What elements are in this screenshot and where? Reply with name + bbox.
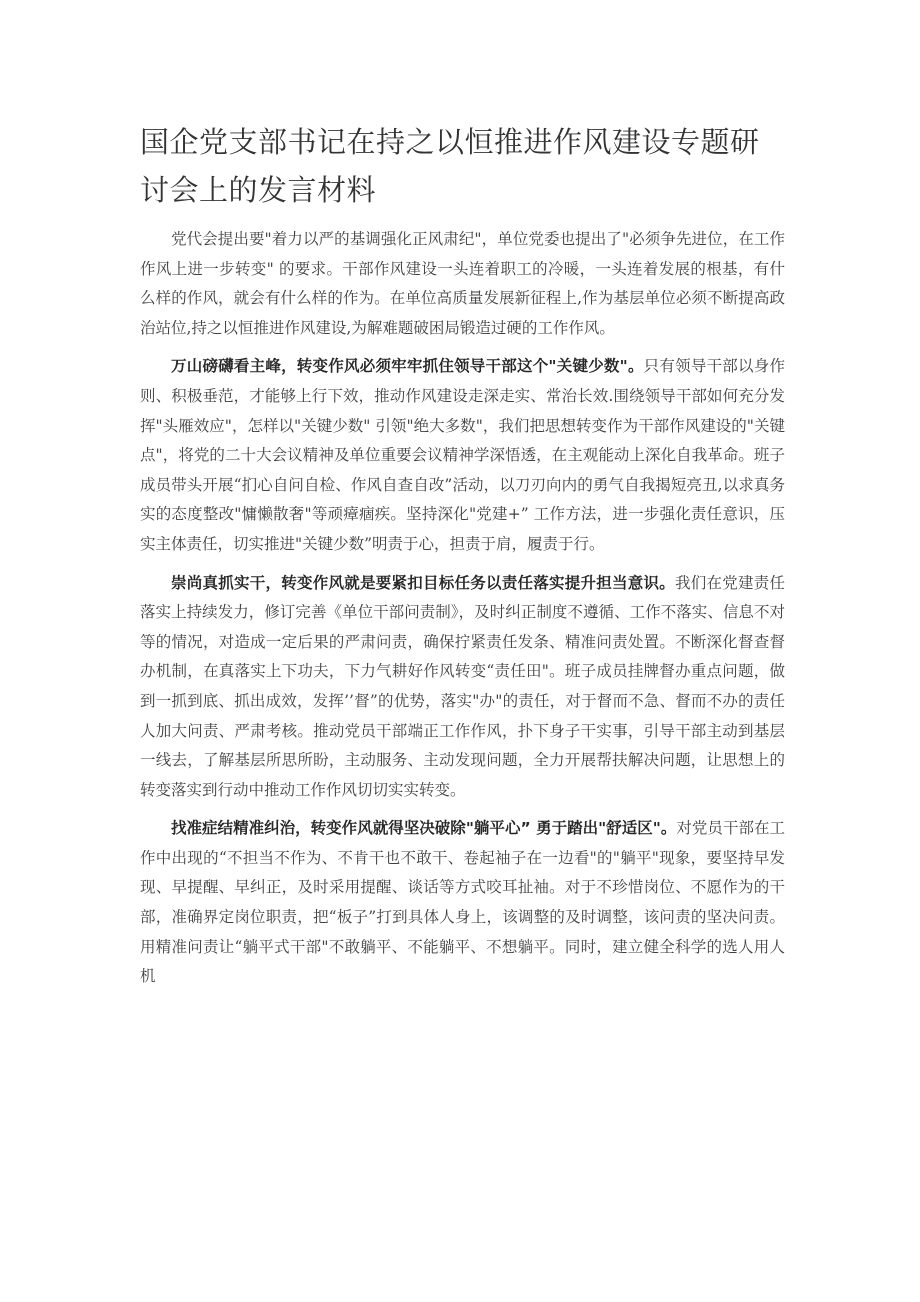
section-heading: 找准症结精准纠治，转变作风就得坚决破除"躺平心” 勇于踏出"舒适区"。 bbox=[171, 819, 677, 838]
paragraph-section-3 bbox=[140, 814, 785, 992]
paragraph-text: 对党员干部在工作中出现的“不担当不作为、不肯干也不敢干、卷起袖子在一边看"的"躺平"现象，要坚持早发现、早提醒、早纠正，及时采用提醒、谈话等方式咬耳扯袖。对于不珍惜岗位、不愿作为的干部，准确界定岗位职责，把“板子”打到具体人身上，该调整的及时调整，该问责的坚决问责。用精准问责让“躺平式干部"不敢躺平、不能躺平、不想躺平。同时，建立健全科学的选人用人机 bbox=[140, 819, 785, 986]
paragraph-section-2 bbox=[140, 569, 785, 806]
document-title: 国企党支部书记在持之以恒推进作风建设专题研讨会上的发言材料 bbox=[140, 125, 760, 207]
section-heading: 万山磅礴看主峰，转变作风必须牢牢抓住领导干部这个"关键少数"。 bbox=[171, 357, 644, 376]
paragraph-text: 只有领导干部以身作则、积极垂范，才能够上行下效，推动作风建设走深走实、常治长效.围绕领导干部如何充分发挥"头雁效应"，怎样以"关键少数" 引领"绝大多数"，我们把思想转变作为干部作风建设的"关键点"，将党的二十大会议精神及单位重要会议精神学深悟透，在主观能动上深化自我革命。班子成员带头开展“扪心自问自检、作风自查自改”活动，以刀刃向内的勇气自我揭短亮丑,以求真务实的态度整改"慵懒散奢"等顽瘴痼疾。坚持深化"党建+” 工作方法，进一步强化责任意识，压实主体责任，切实推进"关键少数”明责于心，担责于肩，履责于行。 bbox=[140, 357, 785, 553]
paragraph-section-1 bbox=[140, 352, 785, 559]
paragraph-text: 党代会提出要"着力以严的基调强化正风肃纪"，单位党委也提出了"必须争先进位，在工作作风上进一步转变" 的要求。干部作风建设一头连着职工的冷暖，一头连着发展的根基，有什么样的作风，就会有什么样的作为。在单位高质量发展新征程上,作为基层单位必须不断提高政治站位,持之以恒推进作风建设,为解难题破困局锻造过硬的工作作风。 bbox=[140, 230, 785, 337]
section-heading: 崇尚真抓实干，转变作风就是要紧扣目标任务以责任落实提升担当意识。 bbox=[171, 573, 675, 592]
paragraph-text: 我们在党建责任落实上持续发力，修订完善《单位干部问责制》，及时纠正制度不遵循、工作不落实、信息不对等的情况，对造成一定后果的严肃问责，确保拧紧责任发条、精准问责处置。不断深化督查督办机制，在真落实上下功夫，下力气耕好作风转变“责任田"。班子成员挂牌督办重点问题，做到一抓到底、抓出成效，发挥’’督”的优势，落实"办"的责任，对于督而不急、督而不办的责任人加大问责、严肃考核。推动党员干部端正工作作风，扑下身子干实事，引导干部主动到基层一线去，了解基层所思所盼，主动服务、主动发现问题，全力开展帮扶解决问题，让思想上的转变落实到行动中推动工作作风切切实实转变。 bbox=[140, 573, 785, 799]
paragraph-intro bbox=[140, 225, 785, 343]
document-page bbox=[140, 118, 785, 1001]
